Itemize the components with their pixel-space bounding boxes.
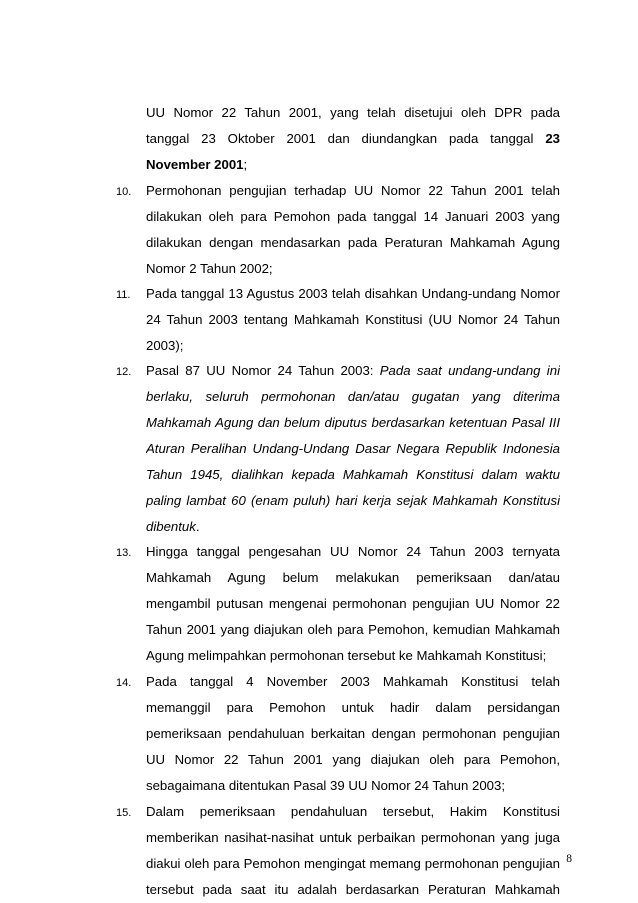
- intro-line: [146, 131, 560, 149]
- item-number: 13.: [116, 547, 132, 559]
- item-line: Dalam pemeriksaan pendahuluan tersebut, Hakim Konstitusi: [146, 804, 560, 819]
- item-number: 14.: [116, 677, 132, 689]
- page-number: 8: [566, 853, 572, 865]
- item-line: memanggil para Pemohon untuk hadir dalam persidangan: [146, 700, 560, 715]
- item-number: 11.: [116, 289, 131, 301]
- item-line: sebagaimana ditentukan Pasal 39 UU Nomor 24 Tahun 2003;: [146, 778, 505, 793]
- quote-line: [146, 519, 560, 537]
- item-line: pemeriksaan pendahuluan berkaitan dengan permohonan pengujian: [146, 726, 560, 741]
- intro-line: [146, 157, 560, 175]
- intro-text: tanggal 23 Oktober 2001 dan diundangkan pada tanggal: [146, 131, 546, 146]
- item-line: diakui oleh para Pemohon mengingat memang permohonan pengujian: [146, 856, 560, 871]
- item-line: 24 Tahun 2003 tentang Mahkamah Konstitusi (UU Nomor 24 Tahun: [146, 312, 560, 327]
- intro-text: ;: [243, 157, 248, 172]
- quote-line: berlaku, seluruh permohonan dan/atau gugatan yang diterima: [146, 389, 560, 404]
- intro-date-bold: 23: [545, 131, 560, 146]
- item-number: 10.: [116, 186, 132, 198]
- item-line: 2003);: [146, 338, 184, 353]
- item-line: memberikan nasihat-nasihat untuk perbaikan permohonan yang juga: [146, 830, 560, 845]
- item-line: Nomor 2 Tahun 2002;: [146, 261, 273, 276]
- item-line: mengambil putusan mengenai permohonan pengujian UU Nomor 22: [146, 596, 560, 611]
- quote-text: dibentuk: [146, 519, 196, 534]
- quote-line: Aturan Peralihan Undang-Undang Dasar Negara Republik Indonesia: [146, 441, 560, 456]
- item-line: Pada tanggal 4 November 2003 Mahkamah Konstitusi telah: [146, 674, 560, 689]
- item-line: [146, 363, 560, 381]
- quote-line: Tahun 1945, dialihkan kepada Mahkamah Konstitusi dalam waktu: [146, 467, 560, 482]
- item-number: 15.: [116, 807, 132, 819]
- quote-line: Mahkamah Agung dan belum diputus berdasarkan ketentuan Pasal III: [146, 415, 560, 430]
- item-line: Pada tanggal 13 Agustus 2003 telah disahkan Undang-undang Nomor: [146, 286, 560, 301]
- item-line: dilakukan oleh para Pemohon pada tanggal 14 Januari 2003 yang: [146, 209, 560, 224]
- item-line: Mahkamah Agung belum melakukan pemeriksaan dan/atau: [146, 570, 560, 585]
- intro-line: UU Nomor 22 Tahun 2001, yang telah disetujui oleh DPR pada: [146, 105, 560, 120]
- item-text: .: [195, 519, 200, 534]
- item-line: dilakukan dengan mendasarkan pada Peraturan Mahkamah Agung: [146, 235, 560, 250]
- item-line: Hingga tanggal pengesahan UU Nomor 24 Tahun 2003 ternyata: [146, 544, 560, 559]
- item-number: 12.: [116, 366, 132, 378]
- item-line: Tahun 2001 yang diajukan oleh para Pemohon, kemudian Mahkamah: [146, 622, 560, 637]
- item-line: Agung melimpahkan permohonan tersebut ke Mahkamah Konstitusi;: [146, 648, 547, 663]
- item-line: Permohonan pengujian terhadap UU Nomor 22 Tahun 2001 telah: [146, 183, 560, 198]
- intro-date-bold: November 2001: [146, 157, 244, 172]
- item-text: Pasal 87 UU Nomor 24 Tahun 2003:: [146, 363, 380, 378]
- item-line: UU Nomor 22 Tahun 2001 yang diajukan oleh para Pemohon,: [146, 752, 560, 767]
- quote-line: paling lambat 60 (enam puluh) hari kerja sejak Mahkamah Konstitusi: [146, 493, 560, 508]
- quote-text: Pada saat undang-undang ini: [379, 363, 560, 378]
- item-line: tersebut pada saat itu adalah berdasarkan Peraturan Mahkamah: [146, 882, 560, 897]
